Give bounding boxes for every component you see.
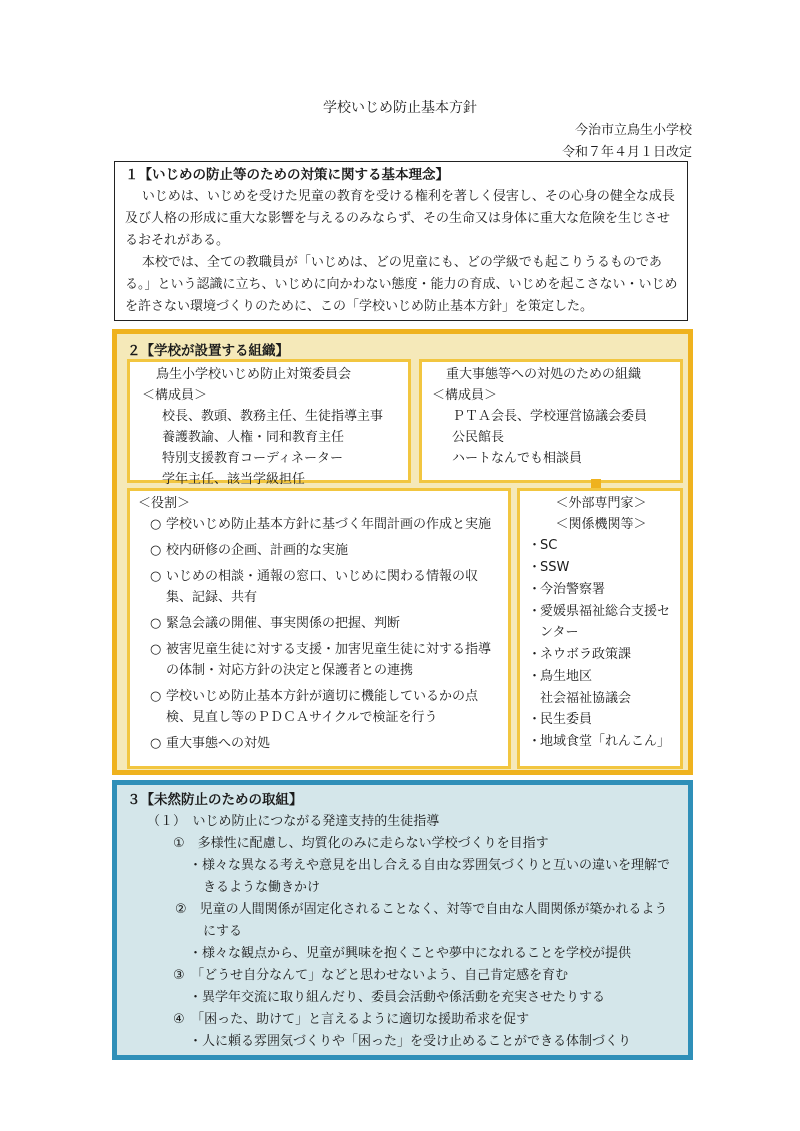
committee-member-line: 学年主任、該当学級担任 bbox=[162, 472, 306, 487]
serious-members-label: ＜構成員＞ bbox=[432, 388, 498, 403]
external-item: ・愛媛県福祉総合支援センター bbox=[528, 604, 671, 640]
serious-member-line: 公民館長 bbox=[452, 430, 505, 445]
external-item: ・鳥生地区 bbox=[528, 669, 593, 684]
serious-incident-title: 重大事態等への対処のための組織 bbox=[446, 367, 642, 382]
subsection-1: （１） いじめ防止につながる発達支持的生徒指導 bbox=[147, 814, 440, 829]
section2-heading: ２【学校が設置する組織】 bbox=[127, 343, 289, 359]
committee-member-line: 校長、教頭、教務主任、生徒指導主事 bbox=[162, 409, 384, 424]
point-3-detail: ・異学年交流に取り組んだり、委員会活動や係活動を充実させたりする bbox=[189, 990, 606, 1005]
school-name: 今治市立鳥生小学校 bbox=[574, 123, 692, 138]
section-basic-philosophy bbox=[114, 161, 688, 321]
external-item-sub: 社会福祉協議会 bbox=[540, 691, 632, 706]
section1-paragraph-1: いじめは、いじめを受けた児童の教育を受ける権利を著しく侵害し、その心身の健全な成長及び人格の形成に重大な影響を与えるのみならず、その生命又は身体に重大な危険を生じさせるおそれがある。 bbox=[125, 189, 675, 248]
circle-mark-icon: ○ bbox=[150, 642, 162, 657]
section-prevention bbox=[112, 780, 693, 1060]
committee-member-line: 養護教諭、人権・同和教育主任 bbox=[162, 430, 345, 445]
section1-heading: １【いじめの防止等のための対策に関する基本理念】 bbox=[125, 167, 449, 183]
circle-mark-icon: ○ bbox=[150, 569, 162, 584]
external-partners-box bbox=[517, 488, 683, 769]
circle-mark-icon: ○ bbox=[150, 736, 162, 751]
committee-member-line: 特別支援教育コーディネーター bbox=[162, 451, 343, 466]
external-item: ・SC bbox=[528, 538, 558, 553]
circle-mark-icon: ○ bbox=[150, 616, 162, 631]
point-1: ① 多様性に配慮し、均質化のみに走らない学校づくりを目指す bbox=[173, 836, 549, 851]
role-item: ○ 校内研修の企画、計画的な実施 bbox=[138, 540, 502, 561]
external-item: ・ネウボラ政策課 bbox=[528, 647, 632, 662]
point-3: ③ 「どうせ自分なんて」などと思わせないよう、自己肯定感を育む bbox=[173, 968, 569, 983]
circle-mark-icon: ○ bbox=[150, 543, 162, 558]
committee-box bbox=[127, 359, 411, 487]
roles-label: ＜役割＞ bbox=[138, 496, 191, 511]
role-item: ○ いじめの相談・通報の窓口、いじめに関わる情報の収集、記録、共有 bbox=[138, 566, 502, 608]
circle-mark-icon: ○ bbox=[150, 517, 162, 532]
external-item: ・SSW bbox=[528, 560, 570, 575]
section3-heading: ３【未然防止のための取組】 bbox=[127, 792, 303, 808]
roles-box bbox=[127, 488, 511, 769]
section-organization bbox=[112, 329, 693, 775]
related-agencies-label: ＜関係機関等＞ bbox=[555, 517, 647, 532]
serious-incident-box bbox=[419, 359, 683, 483]
point-2-detail: ・様々な観点から、児童が興味を抱くことや夢中になれることを学校が提供 bbox=[189, 946, 632, 961]
role-item: ○ 重大事態への対処 bbox=[138, 733, 502, 754]
section1-paragraph-2: 本校では、全ての教職員が「いじめは、どの児童にも、どの学級でも起こりうるものである。」という認識に立ち、いじめに向かわない態度・能力の育成、いじめを起こさない・いじめを許さない環境づくりのために、この「学校いじめ防止基本方針」を策定した。 bbox=[125, 255, 678, 314]
committee-title: 鳥生小学校いじめ防止対策委員会 bbox=[156, 367, 352, 382]
serious-member-line: ＰＴＡ会長、学校運営協議会委員 bbox=[452, 409, 648, 424]
role-item: ○ 学校いじめ防止基本方針が適切に機能しているかの点検、見直し等のＰＤＣＡサイクルで検証を行う bbox=[138, 686, 502, 728]
document-title: 学校いじめ防止基本方針 bbox=[323, 100, 477, 116]
point-4-detail: ・人に頼る雰囲気づくりや「困った」を受け止めることができる体制づくり bbox=[189, 1034, 632, 1049]
committee-members-label: ＜構成員＞ bbox=[142, 388, 208, 403]
external-item: ・民生委員 bbox=[528, 712, 593, 727]
point-1-detail: ・様々な異なる考えや意見を出し合える自由な雰囲気づくりと互いの違いを理解できるような働きかけ bbox=[189, 858, 671, 895]
role-item: ○ 緊急会議の開催、事実関係の把握、判断 bbox=[138, 613, 502, 634]
revision-date: 令和７年４月１日改定 bbox=[561, 145, 692, 160]
serious-member-line: ハートなんでも相談員 bbox=[452, 451, 583, 466]
role-item: ○ 被害児童生徒に対する支援・加害児童生徒に対する指導の体制・対応方針の決定と保護者との連携 bbox=[138, 639, 502, 681]
point-4: ④ 「困った、助けて」と言えるように適切な援助希求を促す bbox=[173, 1012, 530, 1027]
point-2: ② 児童の人間関係が固定化されることなく、対等で自由な人間関係が築かれるようにする bbox=[175, 902, 668, 939]
external-item: ・地域食堂「れんこん」 bbox=[528, 734, 671, 749]
circle-mark-icon: ○ bbox=[150, 689, 162, 704]
external-experts-label: ＜外部専門家＞ bbox=[555, 496, 647, 511]
role-item: ○ 学校いじめ防止基本方針に基づく年間計画の作成と実施 bbox=[138, 514, 502, 535]
external-item: ・今治警察署 bbox=[528, 582, 606, 597]
